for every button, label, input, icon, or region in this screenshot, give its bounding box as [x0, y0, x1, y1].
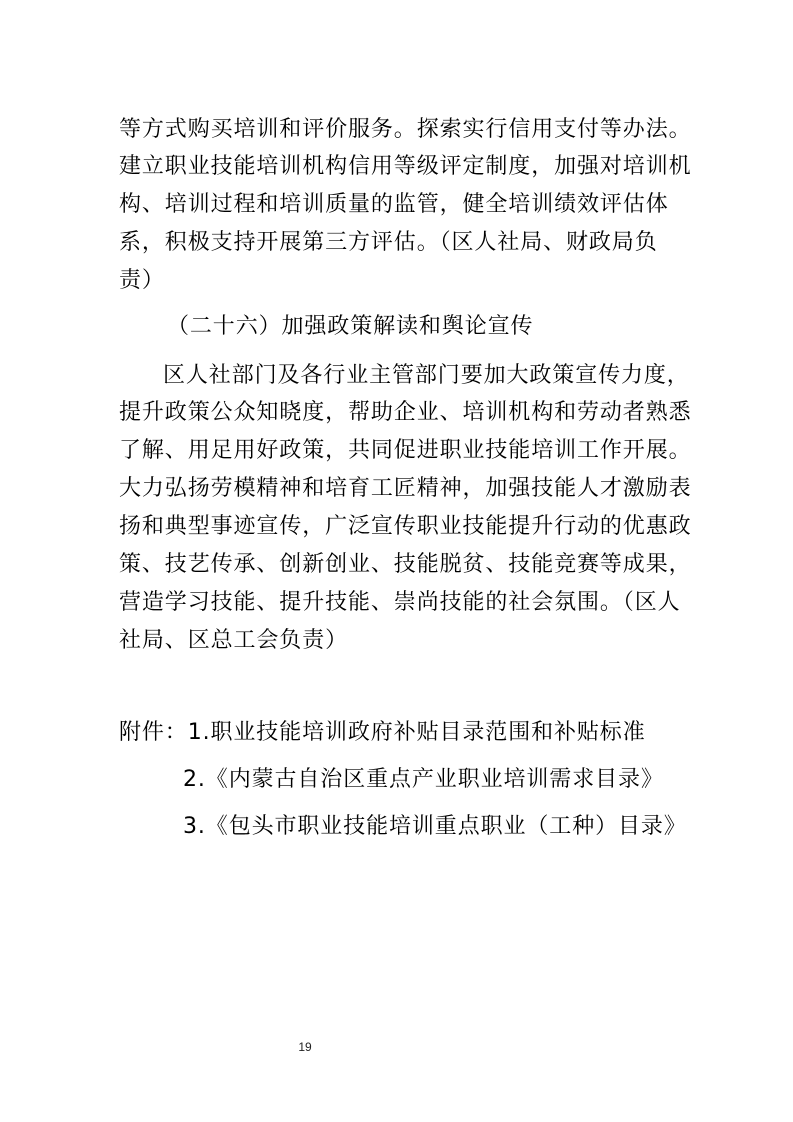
attachment-item: 3.《包头市职业技能培训重点职业（工种）目录》	[183, 814, 687, 839]
text-line: 提升政策公众知晓度，帮助企业、培训机构和劳动者熟悉	[119, 400, 692, 425]
text-line: 等方式购买培训和评价服务。探索实行信用支付等办法。	[119, 117, 692, 142]
page-number: 19	[298, 1040, 312, 1054]
text-line: 建立职业技能培训机构信用等级评定制度，加强对培训机	[119, 154, 692, 179]
text-line: 了解、用足用好政策，共同促进职业技能培训工作开展。	[119, 438, 692, 463]
section-heading: （二十六）加强政策解读和舆论宣传	[167, 314, 534, 339]
text-line: 扬和典型事迹宣传，广泛宣传职业技能提升行动的优惠政	[119, 514, 692, 539]
text-line: 区人社部门及各行业主管部门要加大政策宣传力度，	[163, 363, 690, 388]
text-line: 社局、区总工会负责）	[119, 628, 349, 653]
text-line: 营造学习技能、提升技能、崇尚技能的社会氛围。（区人	[119, 590, 681, 615]
attachment-item: 2.《内蒙古自治区重点产业职业培训需求目录》	[183, 767, 664, 792]
text-line: 系，积极支持开展第三方评估。（区人社局、财政局负	[119, 230, 658, 255]
text-line: 大力弘扬劳模精神和培育工匠精神，加强技能人才激励表	[119, 476, 692, 501]
text-line: 构、培训过程和培训质量的监管，健全培训绩效评估体	[119, 192, 669, 217]
text-line: 策、技艺传承、创新创业、技能脱贫、技能竞赛等成果，	[119, 552, 692, 577]
text-line: 责）	[119, 268, 165, 293]
attachment-item: 1.职业技能培训政府补贴目录范围和补贴标准	[187, 720, 646, 745]
attachments-label: 附件：	[119, 720, 188, 745]
attachments-block	[119, 718, 646, 748]
